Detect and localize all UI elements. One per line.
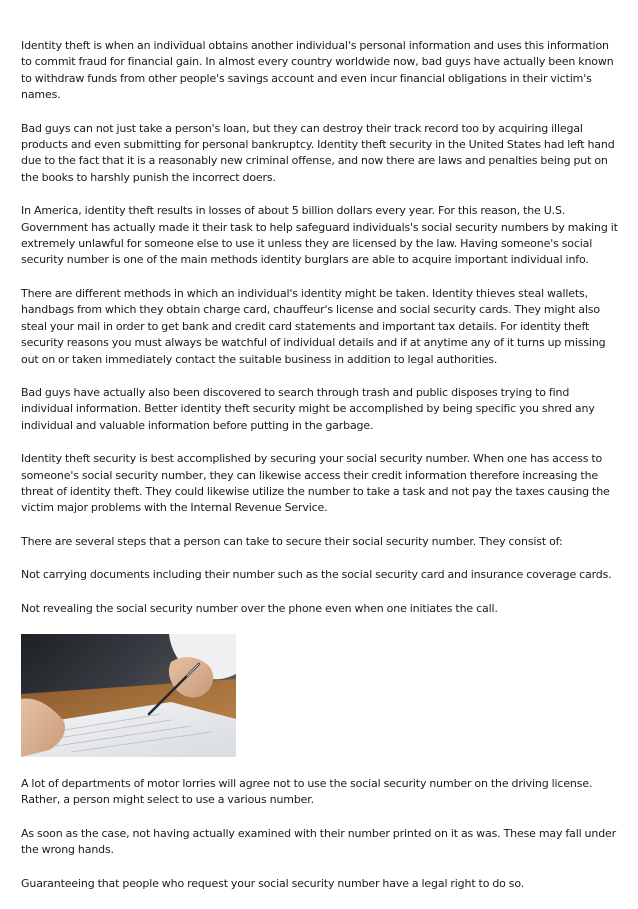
paragraph: In America, identity theft results in losses of about 5 billion dollars every year. For this reason, the U.S. Government has actually made it their task to help safeguard individuals's social security numbers by making it extremely unlawful for someone else to use it unless they are licensed by the law. Having someone's social security number is one of the main methods identity burglars are able to acquire important individual info. bbox=[21, 204, 618, 267]
paragraph: Bad guys can not just take a person's loan, but they can destroy their track record too by acquiring illegal products and even submitting for personal bankruptcy. Identity theft security in the United States had left hand due to the fact that it is a reasonably new criminal offense, and now there are laws and penalties being put on the books to harshly punish the incorrect doers. bbox=[21, 121, 615, 184]
paragraph: A lot of departments of motor lorries will agree not to use the social security number on the driving license. Rather, a person might select to use a various number. bbox=[21, 776, 593, 807]
paragraph: Not revealing the social security number over the phone even when one initiates the call. bbox=[21, 601, 498, 615]
paragraph: Identity theft security is best accomplished by securing your social security number. When one has access to someone's social security number, they can likewise access their credit information therefore increasing the threat of identity theft. They could likewise utilize the number to take a task and not pay the taxes causing the victim major problems with the Internal Revenue Service. bbox=[21, 452, 610, 515]
signing-document-photo bbox=[21, 634, 236, 757]
paragraph: Identity theft is when an individual obtains another individual's personal information and uses this information to commit fraud for financial gain. In almost every country worldwide now, bad guys have actually been known to withdraw funds from other people's savings account and even incur financial obligations in their victim's names. bbox=[21, 39, 614, 102]
paragraph: There are different methods in which an individual's identity might be taken. Identity thieves steal wallets, handbags from which they obtain charge card, chauffeur's license and social security cards. They might also steal your mail in order to get bank and credit card statements and important tax details. For identity theft security reasons you must always be watchful of individual details and if at anytime any of it turns up missing out on or taken immediately contact the suitable business in addition to legal authorities. bbox=[21, 286, 606, 366]
paragraph: As soon as the case, not having actually examined with their number printed on it as was. These may fall under the wrong hands. bbox=[21, 826, 617, 857]
paragraph: There are several steps that a person can take to secure their social security number. They consist of: bbox=[21, 534, 563, 548]
document-body-top bbox=[21, 38, 621, 617]
paragraph: Bad guys have actually also been discovered to search through trash and public disposes trying to find individual information. Better identity theft security might be accomplished by being specific you shred any individual and valuable information before putting in the garbage. bbox=[21, 385, 595, 432]
paragraph: Guaranteeing that people who request your social security number have a legal right to do so. bbox=[21, 876, 525, 890]
document-body-bottom bbox=[21, 776, 621, 892]
document-page bbox=[21, 38, 621, 909]
paragraph: Not carrying documents including their number such as the social security card and insurance coverage cards. bbox=[21, 568, 612, 582]
